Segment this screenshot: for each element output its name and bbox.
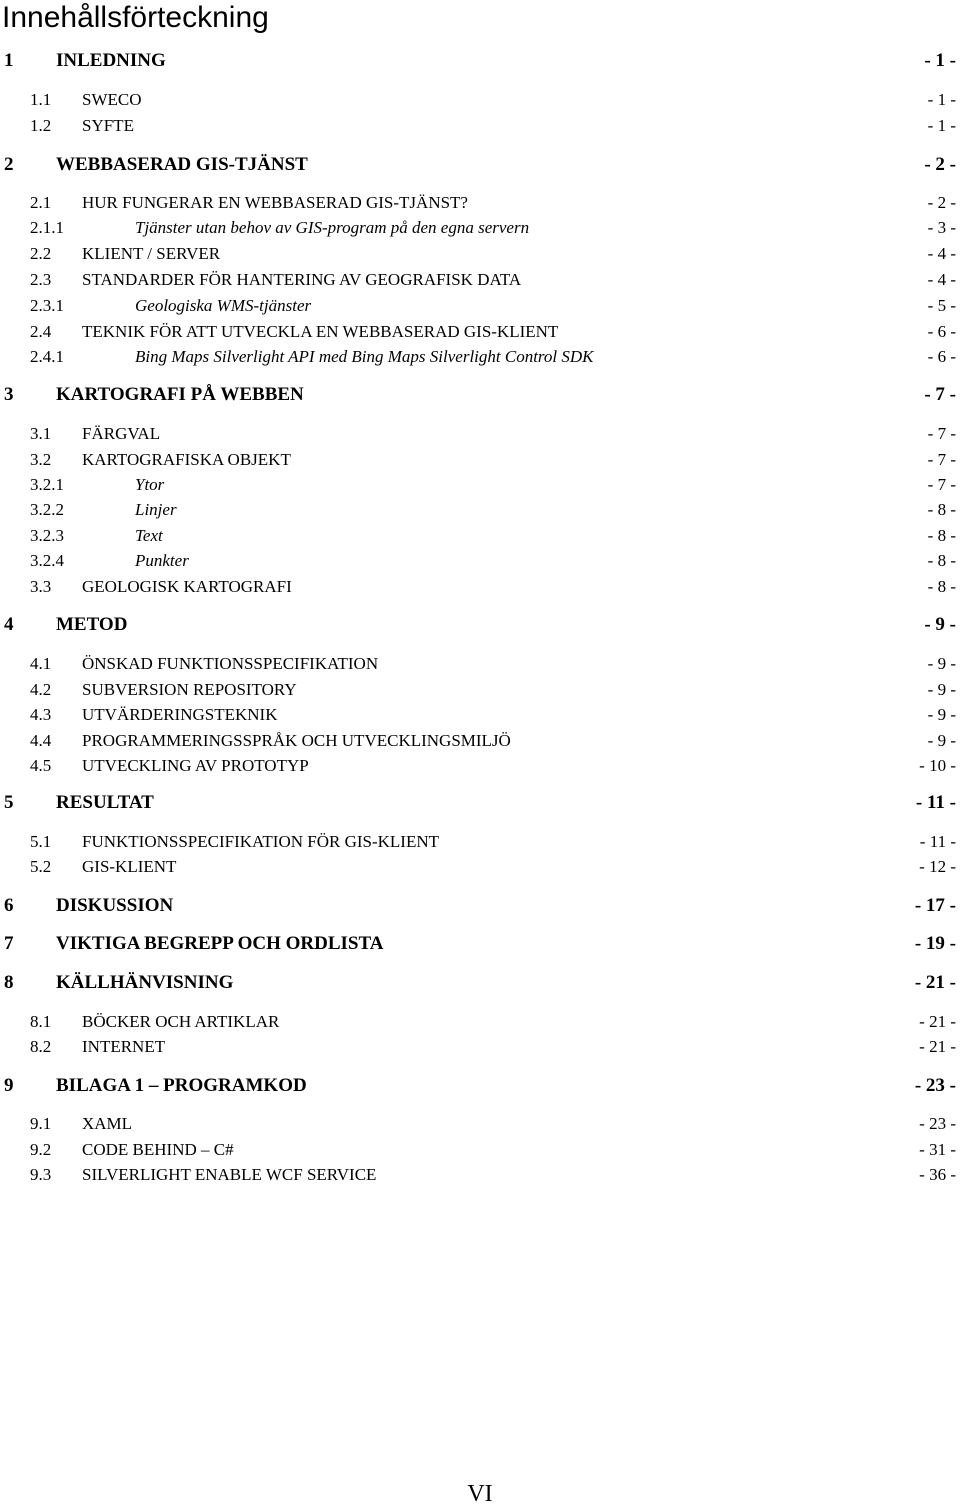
entry-label: BILAGA 1 – PROGRAMKOD [56, 1075, 307, 1096]
toc-entry[interactable] [0, 577, 956, 599]
entry-number: 4.2 [30, 680, 52, 699]
entry-page: - 7 - [927, 424, 956, 443]
entry-number: 3.1 [30, 424, 52, 443]
entry-number: 3.2.2 [30, 500, 64, 519]
toc-entry[interactable] [0, 1075, 956, 1099]
entry-label: Bing Maps Silverlight API med Bing Maps Silverlight Control SDK [135, 347, 594, 366]
toc-entry[interactable] [0, 1012, 956, 1034]
entry-label: INTERNET [82, 1037, 166, 1056]
entry-label: SYFTE [82, 116, 134, 135]
entry-number: 3.2.1 [30, 475, 64, 494]
entry-page: - 4 - [927, 270, 956, 289]
toc-entry[interactable] [0, 154, 956, 178]
toc-entry[interactable] [0, 450, 956, 472]
entry-page: - 23 - [914, 1075, 956, 1096]
entry-page: - 10 - [919, 756, 956, 775]
toc-entry[interactable] [0, 654, 956, 676]
entry-label: FÄRGVAL [82, 424, 161, 443]
entry-number: 1.1 [30, 90, 52, 109]
entry-page: - 6 - [927, 322, 956, 341]
entry-label: Linjer [135, 500, 177, 519]
entry-label: TEKNIK FÖR ATT UTVECKLA EN WEBBASERAD GIS-KLIENT [82, 322, 559, 341]
entry-number: 2.1.1 [30, 218, 64, 237]
toc-entry[interactable] [0, 1037, 956, 1059]
toc-entry[interactable] [0, 614, 956, 638]
toc-entry[interactable] [0, 972, 956, 996]
entry-label: METOD [56, 614, 128, 635]
entry-number: 7 [4, 933, 14, 954]
toc-entry[interactable] [0, 1165, 956, 1187]
entry-number: 9 [4, 1075, 14, 1096]
toc-entry[interactable] [0, 526, 956, 548]
entry-number: 2 [4, 154, 14, 175]
entry-page: - 11 - [919, 832, 956, 851]
entry-number: 2.4.1 [30, 347, 64, 366]
entry-page: - 12 - [919, 857, 956, 876]
toc-entry[interactable] [0, 933, 956, 957]
entry-page: - 36 - [919, 1165, 956, 1184]
toc-entry[interactable] [0, 218, 956, 240]
toc-entry[interactable] [0, 731, 956, 753]
entry-label: SUBVERSION REPOSITORY [82, 680, 297, 699]
entry-label: KLIENT / SERVER [82, 244, 221, 263]
entry-page: - 5 - [927, 296, 956, 315]
entry-page: - 9 - [924, 614, 956, 635]
entry-label: KARTOGRAFI PÅ WEBBEN [56, 384, 304, 405]
toc-entry[interactable] [0, 500, 956, 522]
entry-number: 2.3 [30, 270, 52, 289]
toc-entry[interactable] [0, 296, 956, 318]
entry-page: - 23 - [919, 1114, 956, 1133]
entry-number: 4.5 [30, 756, 52, 775]
toc-entry[interactable] [0, 193, 956, 215]
entry-page: - 7 - [924, 384, 956, 405]
entry-page: - 2 - [924, 154, 956, 175]
entry-number: 8.1 [30, 1012, 52, 1031]
entry-number: 8 [4, 972, 14, 993]
entry-label: UTVECKLING AV PROTOTYP [82, 756, 309, 775]
entry-label: KÄLLHÄNVISNING [56, 972, 234, 993]
entry-label: DISKUSSION [56, 895, 174, 916]
entry-label: GIS-KLIENT [82, 857, 177, 876]
entry-page: - 6 - [927, 347, 956, 366]
entry-number: 3 [4, 384, 14, 405]
toc-entry[interactable] [0, 322, 956, 344]
entry-label: WEBBASERAD GIS-TJÄNST [56, 154, 308, 175]
entry-page: - 1 - [924, 50, 956, 71]
entry-number: 9.2 [30, 1140, 52, 1159]
entry-label: PROGRAMMERINGSSPRÅK OCH UTVECKLINGSMILJÖ [82, 731, 511, 750]
toc-entry[interactable] [0, 792, 956, 816]
entry-label: VIKTIGA BEGREPP OCH ORDLISTA [56, 933, 384, 954]
entry-label: SWECO [82, 90, 142, 109]
entry-number: 2.1 [30, 193, 52, 212]
toc-entry[interactable] [0, 551, 956, 573]
entry-label: XAML [82, 1114, 133, 1133]
entry-number: 5 [4, 792, 14, 813]
entry-label: INLEDNING [56, 50, 166, 71]
entry-label: Geologiska WMS-tjänster [135, 296, 312, 315]
toc-entry[interactable] [0, 1114, 956, 1136]
entry-page: - 2 - [927, 193, 956, 212]
entry-page: - 21 - [914, 972, 956, 993]
entry-page: - 31 - [919, 1140, 956, 1159]
toc-entry[interactable] [0, 895, 956, 919]
entry-label: STANDARDER FÖR HANTERING AV GEOGRAFISK DATA [82, 270, 522, 289]
entry-label: FUNKTIONSSPECIFIKATION FÖR GIS-KLIENT [82, 832, 440, 851]
entry-label: RESULTAT [56, 792, 154, 813]
entry-number: 9.1 [30, 1114, 52, 1133]
entry-page: - 7 - [927, 450, 956, 469]
toc-entry[interactable] [0, 116, 956, 138]
page-number: VI [467, 1481, 493, 1507]
entry-page: - 8 - [927, 577, 956, 596]
toc-entry[interactable] [0, 1140, 956, 1162]
entry-page: - 21 - [919, 1037, 956, 1056]
toc-entry[interactable] [0, 90, 956, 112]
entry-page: - 1 - [927, 90, 956, 109]
toc-entry[interactable] [0, 347, 956, 369]
entry-label: CODE BEHIND – C# [82, 1140, 234, 1159]
toc-entry[interactable] [0, 475, 956, 497]
entry-number: 1.2 [30, 116, 52, 135]
entry-page: - 1 - [927, 116, 956, 135]
entry-number: 4.3 [30, 705, 52, 724]
entry-number: 2.4 [30, 322, 52, 341]
entry-page: - 9 - [927, 731, 956, 750]
entry-label: SILVERLIGHT ENABLE WCF SERVICE [82, 1165, 377, 1184]
entry-label: Punkter [135, 551, 189, 570]
entry-label: Tjänster utan behov av GIS-program på den egna servern [135, 218, 530, 237]
entry-number: 5.2 [30, 857, 52, 876]
toc-entry[interactable] [0, 424, 956, 446]
entry-label: BÖCKER OCH ARTIKLAR [82, 1012, 280, 1031]
toc-entry[interactable] [0, 50, 956, 74]
entry-number: 1 [4, 50, 14, 71]
entry-label: HUR FUNGERAR EN WEBBASERAD GIS-TJÄNST? [82, 193, 468, 212]
entry-number: 4.1 [30, 654, 52, 673]
entry-page: - 9 - [927, 680, 956, 699]
entry-label: Text [135, 526, 163, 545]
entry-page: - 9 - [927, 705, 956, 724]
entry-label: UTVÄRDERINGSTEKNIK [82, 705, 278, 724]
entry-number: 2.3.1 [30, 296, 64, 315]
toc-entry[interactable] [0, 756, 956, 778]
entry-page: - 9 - [927, 654, 956, 673]
entry-number: 3.2.3 [30, 526, 64, 545]
entry-page: - 11 - [915, 792, 956, 813]
entry-page: - 4 - [927, 244, 956, 263]
toc-entry[interactable] [0, 857, 956, 879]
entry-number: 4.4 [30, 731, 52, 750]
entry-label: KARTOGRAFISKA OBJEKT [82, 450, 291, 469]
toc-entry[interactable] [0, 244, 956, 266]
entry-number: 3.3 [30, 577, 52, 596]
entry-page: - 19 - [914, 933, 956, 954]
entry-page: - 3 - [927, 218, 956, 237]
entry-number: 3.2.4 [30, 551, 64, 570]
toc-entry[interactable] [0, 832, 956, 854]
entry-number: 6 [4, 895, 14, 916]
toc-entry[interactable] [0, 384, 956, 408]
toc-entry[interactable] [0, 705, 956, 727]
entry-label: ÖNSKAD FUNKTIONSSPECIFIKATION [82, 654, 379, 673]
entry-number: 5.1 [30, 832, 52, 851]
page-title: Innehållsförteckning [2, 1, 269, 34]
entry-number: 2.2 [30, 244, 52, 263]
entry-label: GEOLOGISK KARTOGRAFI [82, 577, 292, 596]
entry-page: - 17 - [914, 895, 956, 916]
entry-page: - 21 - [919, 1012, 956, 1031]
entry-number: 8.2 [30, 1037, 52, 1056]
toc-entry[interactable] [0, 270, 956, 292]
entry-page: - 7 - [927, 475, 956, 494]
entry-label: Ytor [135, 475, 165, 494]
entry-page: - 8 - [927, 500, 956, 519]
entry-page: - 8 - [927, 551, 956, 570]
entry-number: 3.2 [30, 450, 52, 469]
entry-page: - 8 - [927, 526, 956, 545]
entry-number: 9.3 [30, 1165, 52, 1184]
toc-entry[interactable] [0, 680, 956, 702]
entry-number: 4 [4, 614, 14, 635]
